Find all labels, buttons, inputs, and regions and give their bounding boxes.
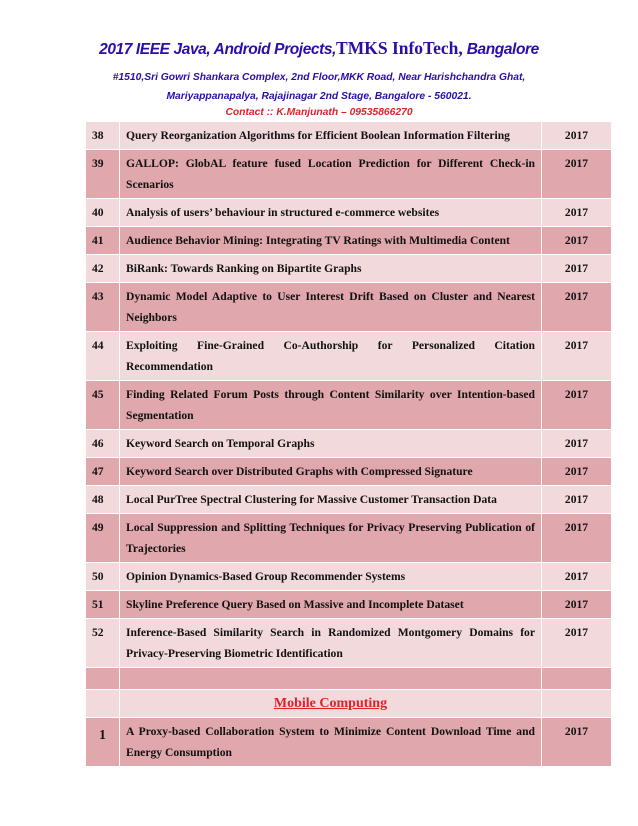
table-row — [86, 332, 612, 381]
table-row — [86, 381, 612, 430]
table-row — [86, 458, 612, 486]
address-line-2: Mariyappanapalya, Rajajinagar 2nd Stage, Bangalore - 560021. — [166, 91, 472, 102]
row-number: 42 — [86, 255, 120, 283]
table-row — [86, 122, 612, 150]
project-year: 2017 — [542, 430, 612, 458]
empty-cell — [120, 668, 542, 690]
empty-cell — [86, 690, 120, 718]
project-title: Analysis of users’ behaviour in structured e-commerce websites — [120, 199, 542, 227]
empty-cell — [542, 690, 612, 718]
project-title: GALLOP: GlobAL feature fused Location Prediction for Different Check-in Scenarios — [120, 150, 542, 199]
row-number: 50 — [86, 563, 120, 591]
table-row — [86, 227, 612, 255]
project-year: 2017 — [542, 458, 612, 486]
project-year: 2017 — [542, 122, 612, 150]
project-year: 2017 — [542, 381, 612, 430]
project-year: 2017 — [542, 563, 612, 591]
row-number: 41 — [86, 227, 120, 255]
project-title: A Proxy-based Collaboration System to Minimize Content Download Time and Energy Consumption — [120, 718, 542, 767]
project-year: 2017 — [542, 150, 612, 199]
project-year: 2017 — [542, 227, 612, 255]
table-row — [86, 563, 612, 591]
project-year: 2017 — [542, 718, 612, 767]
project-year: 2017 — [542, 332, 612, 381]
project-title: Skyline Preference Query Based on Massive and Incomplete Dataset — [120, 591, 542, 619]
project-year: 2017 — [542, 514, 612, 563]
project-title: Inference-Based Similarity Search in Randomized Montgomery Domains for Privacy-Preserving Biometric Identification — [120, 619, 542, 668]
table-row — [86, 199, 612, 227]
project-year: 2017 — [542, 255, 612, 283]
project-title: Query Reorganization Algorithms for Efficient Boolean Information Filtering — [120, 122, 542, 150]
row-number: 39 — [86, 150, 120, 199]
table-row — [86, 150, 612, 199]
row-number: 44 — [86, 332, 120, 381]
title-projects: 2017 IEEE Java, Android Projects, — [99, 41, 337, 58]
section-row — [86, 690, 612, 718]
table-row — [86, 718, 612, 767]
project-title: Exploiting Fine-Grained Co-Authorship for Personalized Citation Recommendation — [120, 332, 542, 381]
empty-cell — [542, 668, 612, 690]
title-city: Bangalore — [462, 41, 539, 58]
section-title: Mobile Computing — [120, 690, 542, 718]
address-line-1: #1510,Sri Gowri Shankara Complex, 2nd Floor,MKK Road, Near Harishchandra Ghat, — [112, 72, 526, 83]
row-number: 38 — [86, 122, 120, 150]
table-row — [86, 283, 612, 332]
page-title — [0, 38, 638, 60]
table-row — [86, 255, 612, 283]
project-year: 2017 — [542, 486, 612, 514]
project-title: Local PurTree Spectral Clustering for Massive Customer Transaction Data — [120, 486, 542, 514]
table-row — [86, 514, 612, 563]
row-number: 51 — [86, 591, 120, 619]
project-year: 2017 — [542, 619, 612, 668]
row-number: 40 — [86, 199, 120, 227]
title-company: TMKS InfoTech, — [336, 38, 463, 58]
project-title: Dynamic Model Adaptive to User Interest Drift Based on Cluster and Nearest Neighbors — [120, 283, 542, 332]
row-number: 52 — [86, 619, 120, 668]
blank-row — [86, 668, 612, 690]
project-table — [85, 121, 612, 767]
row-number: 47 — [86, 458, 120, 486]
row-number: 43 — [86, 283, 120, 332]
table-row — [86, 486, 612, 514]
project-title: Finding Related Forum Posts through Content Similarity over Intention-based Segmentation — [120, 381, 542, 430]
row-number: 1 — [86, 718, 120, 767]
project-title: Local Suppression and Splitting Techniques for Privacy Preserving Publication of Trajectories — [120, 514, 542, 563]
project-year: 2017 — [542, 591, 612, 619]
table-row — [86, 619, 612, 668]
row-number: 46 — [86, 430, 120, 458]
project-title: Keyword Search on Temporal Graphs — [120, 430, 542, 458]
project-title: BiRank: Towards Ranking on Bipartite Graphs — [120, 255, 542, 283]
table-row — [86, 591, 612, 619]
contact-line: Contact :: K.Manjunath – 09535866270 — [225, 107, 413, 118]
project-title: Keyword Search over Distributed Graphs with Compressed Signature — [120, 458, 542, 486]
project-title: Opinion Dynamics-Based Group Recommender Systems — [120, 563, 542, 591]
project-title: Audience Behavior Mining: Integrating TV Ratings with Multimedia Content — [120, 227, 542, 255]
row-number: 48 — [86, 486, 120, 514]
empty-cell — [86, 668, 120, 690]
table-row — [86, 430, 612, 458]
row-number: 45 — [86, 381, 120, 430]
row-number: 49 — [86, 514, 120, 563]
project-year: 2017 — [542, 283, 612, 332]
project-year: 2017 — [542, 199, 612, 227]
